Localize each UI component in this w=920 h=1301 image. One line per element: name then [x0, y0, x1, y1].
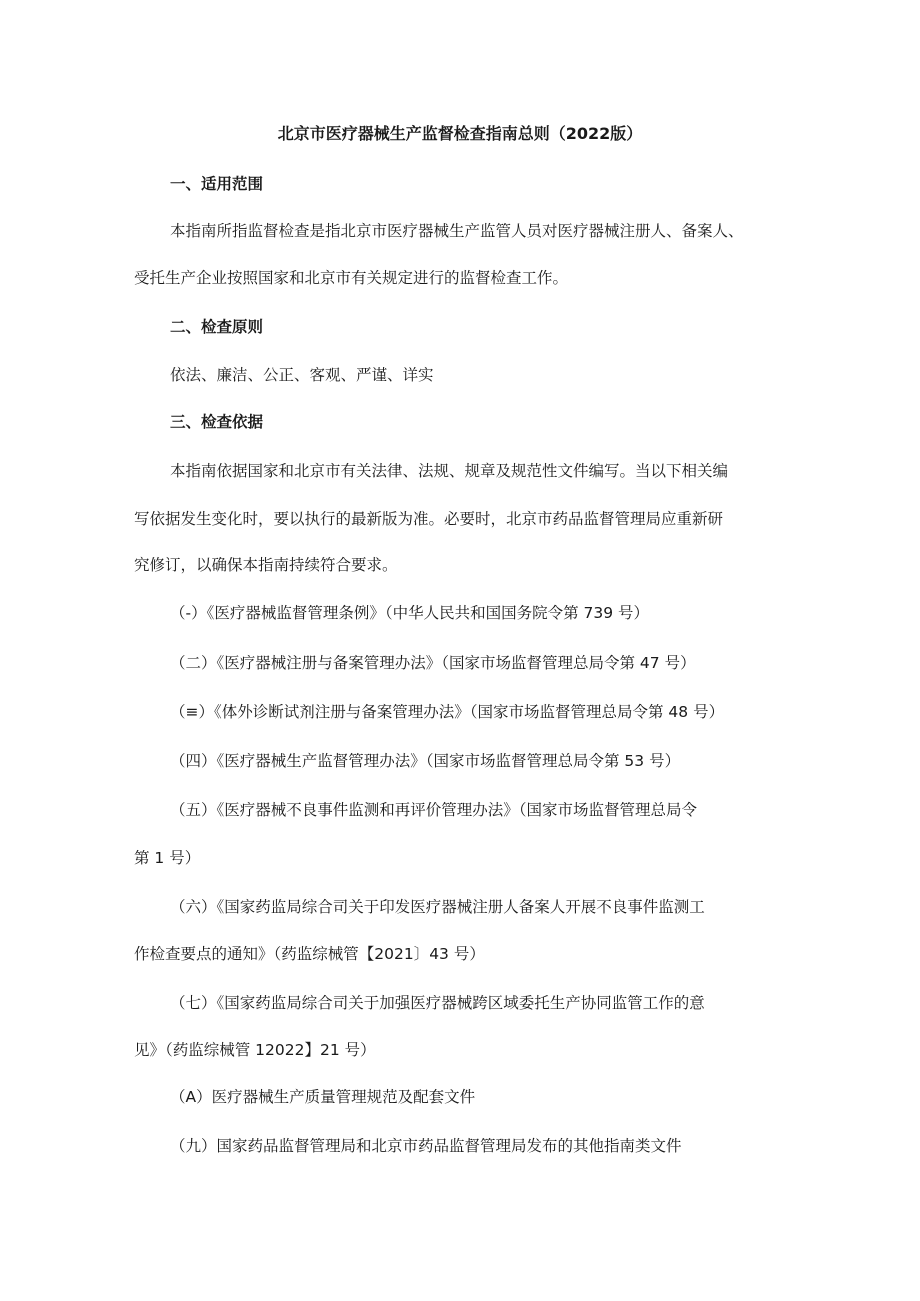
basis-item-9: （九）国家药品监督管理局和北京市药品监督管理局发布的其他指南类文件: [170, 1137, 682, 1155]
basis-item-5-line-1: （五）《医疗器械不良事件监测和再评价管理办法》（国家市场监督管理总局令: [170, 801, 698, 819]
basis-paragraph-line-3: 究修订，以确保本指南持续符合要求。: [134, 556, 398, 574]
basis-item-6-line-2: 作检查要点的通知》（药监综械管【2021〕43 号）: [134, 945, 485, 963]
section-heading-basis: 三、检查依据: [170, 413, 264, 431]
scope-paragraph-line-1: 本指南所指监督检查是指北京市医疗器械生产监管人员对医疗器械注册人、备案人、: [170, 222, 744, 240]
scope-paragraph-line-2: 受托生产企业按照国家和北京市有关规定进行的监督检查工作。: [134, 269, 569, 287]
basis-item-1: （-）《医疗器械监督管理条例》（中华人民共和国国务院令第 739 号）: [170, 604, 650, 622]
basis-item-7-line-2: 见》（药监综械管 12022】21 号）: [134, 1041, 376, 1059]
basis-paragraph-line-2: 写依据发生变化时，要以执行的最新版为准。必要时，北京市药品监督管理局应重新研: [134, 510, 724, 528]
section-heading-principles: 二、检查原则: [170, 318, 264, 336]
basis-item-2: （二）《医疗器械注册与备案管理办法》（国家市场监督管理总局令第 47 号）: [170, 654, 696, 672]
basis-item-3: （≡）《体外诊断试剂注册与备案管理办法》（国家市场监督管理总局令第 48 号）: [170, 703, 725, 721]
document-title: 北京市医疗器械生产监督检查指南总则（2022版）: [277, 124, 643, 143]
basis-item-8: （A）医疗器械生产质量管理规范及配套文件: [170, 1088, 476, 1106]
basis-item-6-line-1: （六）《国家药监局综合司关于印发医疗器械注册人备案人开展不良事件监测工: [170, 898, 705, 916]
section-heading-scope: 一、适用范围: [170, 175, 264, 193]
basis-item-4: （四）《医疗器械生产监督管理办法》（国家市场监督管理总局令第 53 号）: [170, 752, 681, 770]
basis-item-5-line-2: 第 1 号）: [134, 849, 201, 867]
basis-paragraph-line-1: 本指南依据国家和北京市有关法律、法规、规章及规范性文件编写。当以下相关编: [170, 462, 729, 480]
basis-item-7-line-1: （七）《国家药监局综合司关于加强医疗器械跨区域委托生产协同监管工作的意: [170, 994, 705, 1012]
principles-paragraph: 依法、廉洁、公正、客观、严谨、详实: [170, 366, 434, 384]
